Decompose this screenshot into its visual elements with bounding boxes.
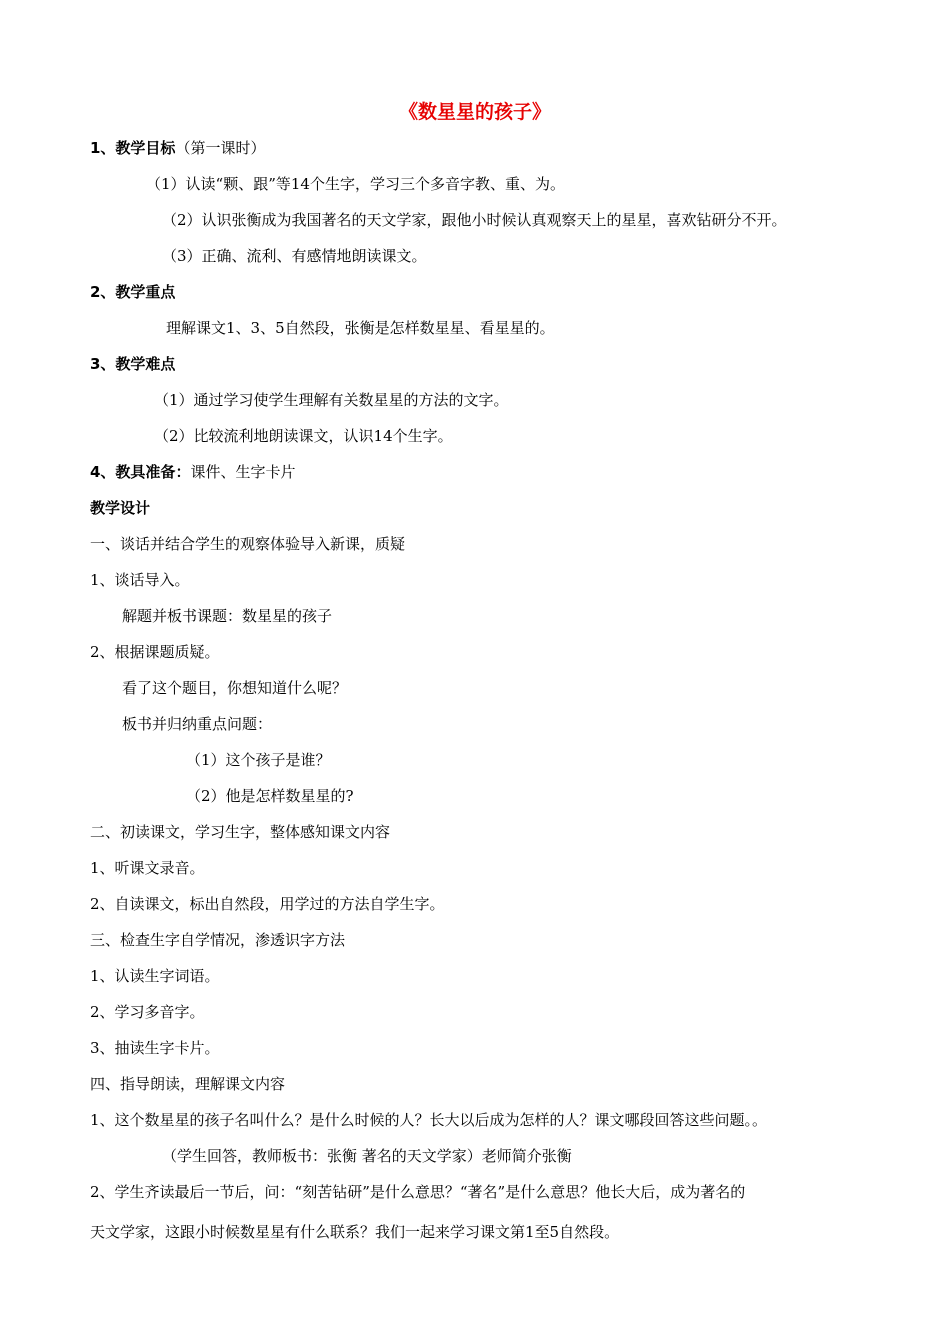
part-1-step-1-detail: 解题并板书课题：数星星的孩子	[122, 607, 333, 625]
objective-item-1: （1）认读“颗、跟”等14个生字，学习三个多音字教、重、为。	[146, 175, 565, 193]
part-2-step-1: 1、听课文录音。	[90, 859, 205, 877]
part-3-heading: 三、检查生字自学情况，渗透识字方法	[90, 931, 346, 949]
part-1-step-2-detail-b: 板书并归纳重点问题：	[122, 715, 273, 733]
section-difficulties-heading: 3、教学难点	[90, 355, 176, 373]
key-points-body: 理解课文1、3、5自然段，张衡是怎样数星星、看星星的。	[166, 319, 555, 337]
difficulty-item-1: （1）通过学习使学生理解有关数星星的方法的文字。	[154, 391, 509, 409]
part-1-step-2-detail-a: 看了这个题目，你想知道什么呢？	[122, 679, 348, 697]
part-1-question-2: （2）他是怎样数星星的?	[186, 787, 354, 805]
part-4-step-1-detail: （学生回答，教师板书：张衡 著名的天文学家）老师简介张衡	[162, 1147, 572, 1165]
part-2-heading: 二、初读课文，学习生字，整体感知课文内容	[90, 823, 391, 841]
section-key-points-heading: 2、教学重点	[90, 283, 176, 301]
part-1-step-1: 1、谈话导入。	[90, 571, 190, 589]
part-4-step-2-line-1: 2、学生齐读最后一节后，问：“刻苦钻研”是什么意思？“著名”是什么意思？他长大后，成为著名的	[90, 1183, 746, 1201]
part-2-step-2: 2、自读课文，标出自然段，用学过的方法自学生字。	[90, 895, 445, 913]
part-3-step-1: 1、认读生字词语。	[90, 967, 220, 985]
part-3-step-2: 2、学习多音字。	[90, 1003, 205, 1021]
section-materials-body: 课件、生字卡片	[190, 463, 296, 481]
part-1-question-1: （1）这个孩子是谁？	[186, 751, 331, 769]
part-4-step-2-line-2: 天文学家，这跟小时候数星星有什么联系？我们一起来学习课文第1至5自然段。	[90, 1223, 620, 1241]
objective-item-3: （3）正确、流利、有感情地朗读课文。	[162, 247, 427, 265]
part-4-heading: 四、指导朗读，理解课文内容	[90, 1075, 286, 1093]
teaching-design-heading: 教学设计	[90, 499, 151, 517]
part-1-step-2: 2、根据课题质疑。	[90, 643, 220, 661]
section-materials-heading: 4、教具准备：	[90, 463, 191, 481]
section-objectives-note: （第一课时）	[175, 139, 266, 157]
section-materials	[90, 462, 295, 482]
section-objectives	[90, 138, 265, 158]
part-3-step-3: 3、抽读生字卡片。	[90, 1039, 220, 1057]
section-objectives-heading: 1、教学目标	[90, 139, 176, 157]
difficulty-item-2: （2）比较流利地朗读课文，认识14个生字。	[154, 427, 453, 445]
part-1-heading: 一、谈话并结合学生的观察体验导入新课，质疑	[90, 535, 406, 553]
document-title: 《数星星的孩子》	[398, 101, 551, 123]
objective-item-2: （2）认识张衡成为我国著名的天文学家，跟他小时候认真观察天上的星星，喜欢钻研分不开。	[162, 211, 787, 229]
part-4-step-1: 1、这个数星星的孩子名叫什么？是什么时候的人？长大以后成为怎样的人？课文哪段回答这些问题。。	[90, 1111, 768, 1129]
